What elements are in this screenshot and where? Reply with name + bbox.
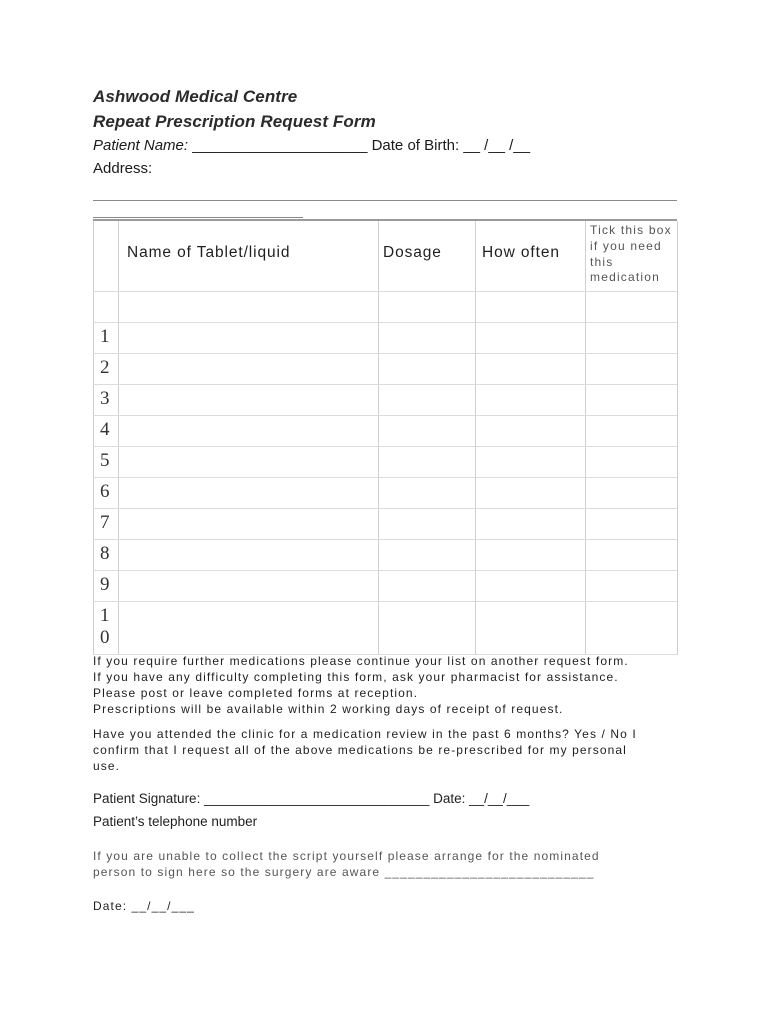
row-divider bbox=[93, 477, 677, 478]
row-divider bbox=[93, 322, 677, 323]
signature-date-label: Date: bbox=[433, 791, 466, 806]
row-number: 3 bbox=[100, 388, 110, 409]
header-medication-name: Name of Tablet/liquid bbox=[127, 244, 291, 261]
medication-table bbox=[93, 219, 677, 655]
column-divider bbox=[118, 221, 119, 655]
table-border-right bbox=[677, 221, 678, 655]
dob-field[interactable]: __ /__ /__ bbox=[463, 137, 531, 154]
review-question-line-2: confirm that I request all of the above medications be re-prescribed for my personal bbox=[93, 743, 627, 757]
row-number: 5 bbox=[100, 450, 110, 471]
row-divider bbox=[93, 291, 677, 292]
row-number: 2 bbox=[100, 357, 110, 378]
patient-name-label: Patient Name: bbox=[93, 137, 189, 154]
nominee-instruction-text: person to sign here so the surgery are aware bbox=[93, 865, 381, 879]
header-dosage: Dosage bbox=[383, 244, 442, 261]
row-divider bbox=[93, 539, 677, 540]
nominee-instruction-line-2 bbox=[93, 865, 595, 879]
row-number-10 bbox=[100, 605, 110, 649]
note-pharmacist: If you have any difficulty completing this form, ask your pharmacist for assistance. bbox=[93, 670, 619, 684]
column-divider bbox=[378, 221, 379, 655]
signature-label: Patient Signature: bbox=[93, 791, 201, 806]
row-number: 4 bbox=[100, 419, 110, 440]
clinic-name: Ashwood Medical Centre bbox=[93, 87, 298, 106]
row-divider bbox=[93, 601, 677, 602]
nominee-instruction-line-1: If you are unable to collect the script yourself please arrange for the nominated bbox=[93, 849, 600, 863]
header-how-often: How often bbox=[482, 244, 560, 261]
row-divider bbox=[93, 353, 677, 354]
table-border-left bbox=[93, 221, 94, 655]
address-label: Address: bbox=[93, 160, 153, 177]
row-divider bbox=[93, 415, 677, 416]
table-top-border bbox=[93, 219, 677, 221]
nominee-date-line bbox=[93, 899, 195, 913]
row-number: 9 bbox=[100, 574, 110, 595]
address-line-1[interactable] bbox=[93, 200, 677, 201]
nominee-date-field[interactable]: __/__/___ bbox=[131, 899, 195, 913]
row-divider bbox=[93, 384, 677, 385]
row-number: 8 bbox=[100, 543, 110, 564]
patient-name-field[interactable]: _____________________ bbox=[192, 137, 368, 154]
note-post-forms: Please post or leave completed forms at reception. bbox=[93, 686, 419, 700]
note-availability: Prescriptions will be available within 2 working days of receipt of request. bbox=[93, 702, 564, 716]
row-number-digit: 0 bbox=[100, 627, 110, 648]
row-number: 7 bbox=[100, 512, 110, 533]
note-continue-list: If you require further medications please continue your list on another request form. bbox=[93, 654, 629, 668]
signature-field[interactable]: ______________________________ bbox=[204, 791, 430, 806]
column-divider bbox=[585, 221, 586, 655]
dob-label: Date of Birth: bbox=[371, 137, 460, 154]
row-number-digit: 1 bbox=[100, 605, 110, 626]
row-divider bbox=[93, 508, 677, 509]
header-tick-box: Tick this box if you need this medication bbox=[590, 223, 672, 285]
review-question-line-1: Have you attended the clinic for a medication review in the past 6 months? Yes / No I bbox=[93, 727, 637, 741]
row-number: 1 bbox=[100, 326, 110, 347]
row-divider bbox=[93, 446, 677, 447]
row-number: 6 bbox=[100, 481, 110, 502]
form-title: Repeat Prescription Request Form bbox=[93, 112, 376, 131]
address-line-2[interactable] bbox=[93, 217, 303, 218]
row-divider bbox=[93, 570, 677, 571]
nominee-signature-field[interactable]: ___________________________ bbox=[384, 865, 595, 879]
column-divider bbox=[475, 221, 476, 655]
signature-date-field[interactable]: __/__/___ bbox=[469, 791, 530, 806]
nominee-date-label: Date: bbox=[93, 899, 128, 913]
patient-details-line bbox=[93, 137, 530, 154]
signature-line bbox=[93, 791, 529, 806]
telephone-label: Patient’s telephone number bbox=[93, 814, 258, 829]
review-question-line-3: use. bbox=[93, 759, 121, 773]
